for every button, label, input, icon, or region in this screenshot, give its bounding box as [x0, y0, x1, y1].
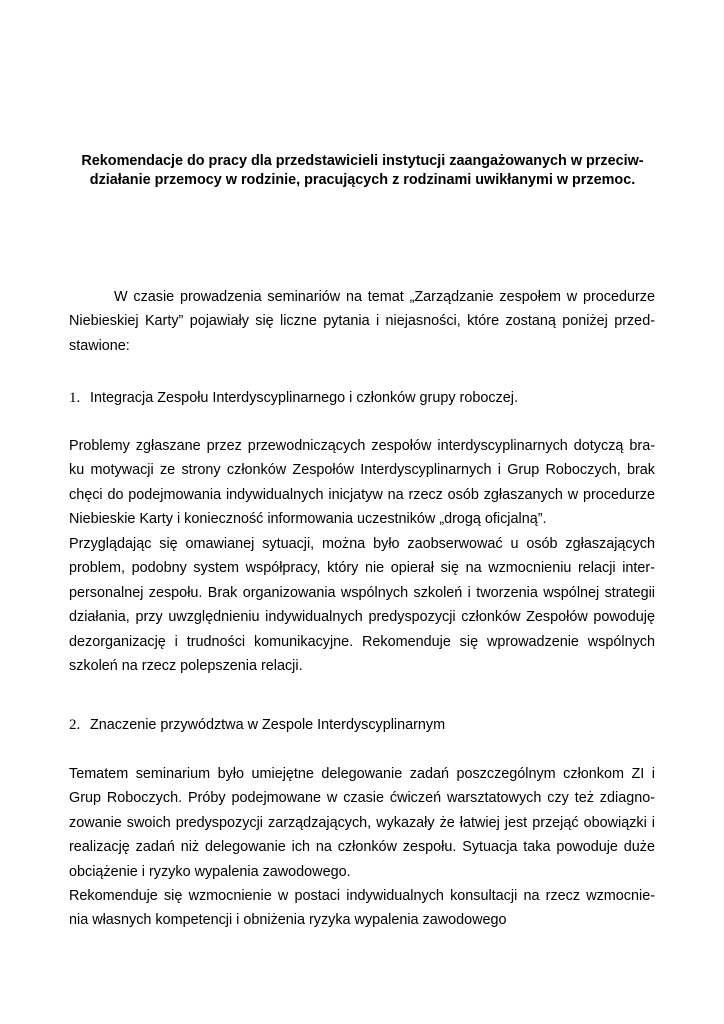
- paragraph-line: Tematem seminarium było umiejętne delegowanie zadań poszczególnym członkom ZI i: [69, 766, 655, 782]
- section-1-paragraph-2: [69, 532, 655, 678]
- section-heading-text: Integracja Zespołu Interdyscyplinarnego i członków grupy roboczej.: [90, 390, 518, 406]
- paragraph-line: stawione:: [69, 337, 130, 354]
- paragraph-line: obciążenie i ryzyko wypalenia zawodowego.: [69, 863, 351, 880]
- title-line: Rekomendacje do pracy dla przedstawicieli instytucji zaangażowanych w przeciw-: [81, 153, 644, 169]
- section-1-paragraph-1: [69, 434, 655, 532]
- section-heading-2: [69, 715, 655, 735]
- paragraph-line: dezorganizację i trudności komunikacyjne. Rekomenduje się wprowadzenie wspólnych: [69, 633, 655, 650]
- paragraph-line: Rekomenduje się wzmocnienie w postaci indywidualnych konsultacji na rzecz wzmocnie-: [69, 888, 655, 904]
- paragraph-line: działania, przy uwzględnieniu indywidualnych predyspozycji członków Zespołów powoduję: [69, 609, 655, 626]
- document-title: [70, 152, 655, 190]
- section-number: 1.: [69, 390, 81, 406]
- paragraph-line: Grup Roboczych. Próby podejmowane w czasie ćwiczeń warsztatowych czy też zdiagno-: [69, 790, 655, 807]
- section-2-paragraph-2: [69, 884, 655, 933]
- intro-paragraph: [69, 285, 655, 358]
- title-line: działanie przemocy w rodzinie, pracujących z rodzinami uwikłanymi w przemoc.: [89, 172, 636, 188]
- paragraph-line: problem, podobny system współpracy, który nie opierał się na wzmocnieniu relacji inter-: [69, 560, 655, 577]
- paragraph-line: personalnej zespołu. Brak organizowania wspólnych szkoleń i tworzenia wspólnej strategii: [69, 584, 655, 601]
- paragraph-line: W czasie prowadzenia seminariów na temat „Zarządzanie zespołem w procedurze: [114, 289, 655, 305]
- section-2-paragraph-1: [69, 762, 655, 884]
- paragraph-line: realizację zadań niż delegowanie ich na członków zespołu. Sytuacja taka powoduje duże: [69, 839, 655, 856]
- section-heading-text: Znaczenie przywództwa w Zespole Interdyscyplinarnym: [90, 717, 446, 733]
- paragraph-line: Przyglądając się omawianej sytuacji, można było zaobserwować u osób zgłaszających: [69, 536, 655, 552]
- section-heading-1: [69, 388, 655, 408]
- section-number: 2.: [69, 717, 81, 733]
- paragraph-line: nia własnych kompetencji i obniżenia ryzyka wypalenia zawodowego: [69, 912, 507, 929]
- paragraph-line: szkoleń na rzecz polepszenia relacji.: [69, 657, 303, 674]
- paragraph-line: zowanie swoich predyspozycji zarządzających, wykazały że łatwiej jest przejąć obowiązki i: [69, 814, 655, 831]
- paragraph-line: Problemy zgłaszane przez przewodniczących zespołów interdyscyplinarnych dotyczą bra-: [69, 438, 655, 454]
- paragraph-line: chęci do podejmowania indywidualnych inicjatyw na rzecz osób zgłaszanych w procedurze: [69, 486, 655, 503]
- paragraph-line: ku motywacji ze strony członków Zespołów Interdyscyplinarnych i Grup Roboczych, brak: [69, 462, 655, 479]
- paragraph-line: Niebieskie Karty i konieczność informowania uczestników „drogą oficjalną”.: [69, 511, 547, 528]
- paragraph-line: Niebieskiej Karty” pojawiały się liczne pytania i niejasności, które zostaną poniżej przed-: [69, 313, 655, 330]
